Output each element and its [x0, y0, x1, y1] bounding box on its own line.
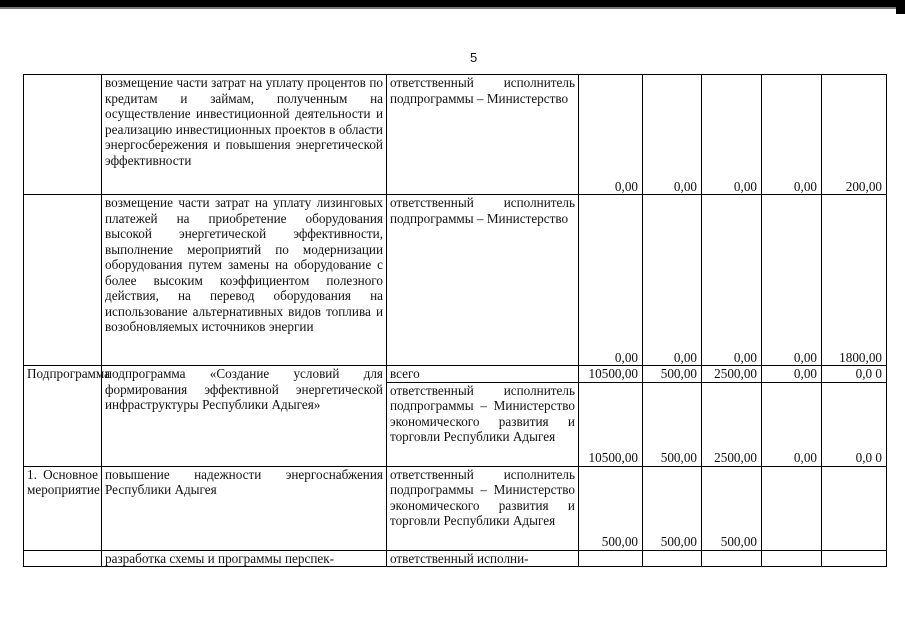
value-cell: 1800,00: [822, 195, 887, 366]
measure-name-cell: разработка схемы и программы перспек-: [102, 550, 387, 567]
table-row: [24, 550, 887, 567]
value-cell: 10500,00: [579, 366, 643, 383]
value-cell: 0,00: [762, 366, 822, 383]
value-cell: 500,00: [643, 382, 702, 466]
value-cell: [822, 466, 887, 550]
executor-cell: ответственный исполни-: [387, 550, 579, 567]
table-row: [24, 195, 887, 366]
status-cell: [24, 550, 102, 567]
status-cell: [24, 75, 102, 195]
value-cell: 0,00: [762, 75, 822, 195]
status-cell: [24, 195, 102, 366]
value-cell: [702, 550, 762, 567]
measure-name-cell: возмещение части затрат на уплату лизинговых платежей на приобретение оборудования высокой энергетической эффективности, выполнение мероприятий по модернизации оборудования путем замены на оборудование с более высоким коэффициентом полезного действия, на перевод оборудования на использование альтернативных видов топлива и возобновляемых источников энергии: [102, 195, 387, 366]
value-cell: 0,00: [762, 382, 822, 466]
value-cell: [579, 550, 643, 567]
scan-top-border: [0, 0, 905, 7]
value-cell: 200,00: [822, 75, 887, 195]
executor-cell: ответственный исполнитель подпрограммы – Министерство: [387, 75, 579, 195]
status-cell: Подпрограмма: [24, 366, 102, 467]
status-cell: 1. Основное мероприятие: [24, 466, 102, 550]
table-row: [24, 75, 887, 195]
value-cell: 0,00: [643, 75, 702, 195]
value-cell: 0,00: [702, 195, 762, 366]
executor-cell: ответственный исполнитель подпрограммы – Министерство: [387, 195, 579, 366]
value-cell: 500,00: [702, 466, 762, 550]
value-cell: 2500,00: [702, 382, 762, 466]
value-cell: [762, 550, 822, 567]
measure-name-cell: повышение надежности энергоснабжения Республики Адыгея: [102, 466, 387, 550]
page-number: 5: [470, 50, 478, 65]
value-cell: 0,00: [579, 75, 643, 195]
program-table: [23, 74, 887, 567]
value-cell: 500,00: [643, 466, 702, 550]
value-cell: 0,00: [702, 75, 762, 195]
table-row: [24, 366, 887, 383]
value-cell: 500,00: [579, 466, 643, 550]
value-cell: [643, 550, 702, 567]
measure-name-cell: возмещение части затрат на уплату процентов по кредитам и займам, полученным на осуществление инвестиционной деятельности и реализацию инвестиционных проектов в области энергосбережения и повышения энергетической эффективности: [102, 75, 387, 195]
value-cell: 0,0 0: [822, 366, 887, 383]
executor-cell: ответственный исполнитель подпрограммы – Министерство экономического развития и торговли Республики Адыгея: [387, 466, 579, 550]
table-row: [24, 466, 887, 550]
value-cell: 0,00: [579, 195, 643, 366]
value-cell: [822, 550, 887, 567]
executor-cell: всего: [387, 366, 579, 383]
value-cell: 500,00: [643, 366, 702, 383]
value-cell: 2500,00: [702, 366, 762, 383]
value-cell: 10500,00: [579, 382, 643, 466]
value-cell: [762, 466, 822, 550]
scan-corner-mark: [896, 0, 905, 14]
measure-name-cell: подпрограмма «Создание условий для формирования эффективной энергетической инфраструктуры Республики Адыгея»: [102, 366, 387, 467]
executor-cell: ответственный исполнитель подпрограммы – Министерство экономического развития и торговли Республики Адыгея: [387, 382, 579, 466]
value-cell: 0,00: [762, 195, 822, 366]
value-cell: 0,00: [643, 195, 702, 366]
value-cell: 0,0 0: [822, 382, 887, 466]
